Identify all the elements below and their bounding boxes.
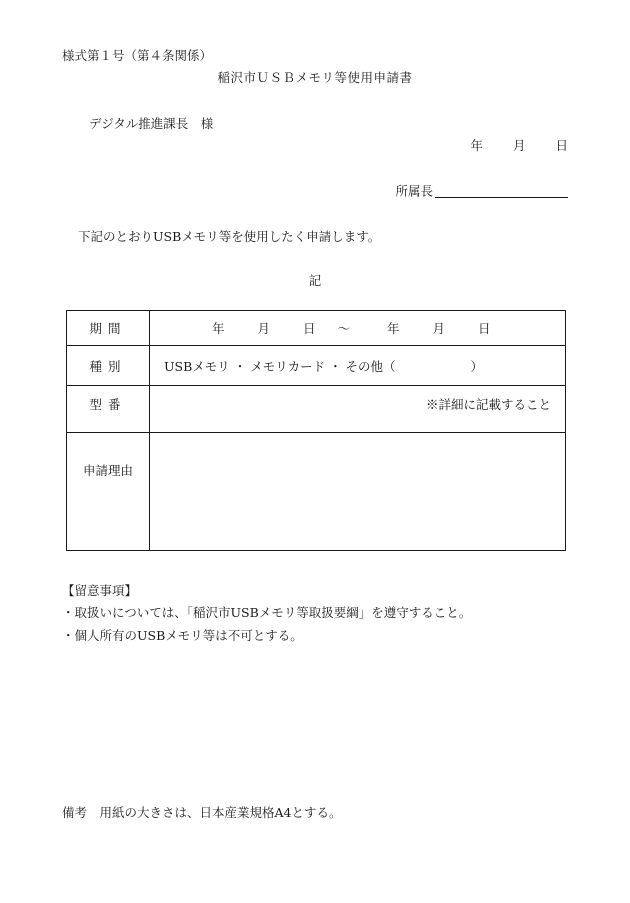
model-field[interactable] (150, 386, 566, 433)
period-tilde: ～ (337, 321, 350, 336)
period-start-month: 月 (257, 321, 270, 336)
period-label: 期間 (67, 311, 150, 346)
addressee: デジタル推進課長 様 (89, 116, 214, 131)
manager-label: 所属長 (395, 183, 433, 199)
remark: 備考 用紙の大きさは、日本産業規格A4とする。 (62, 805, 342, 820)
manager-signature-line (395, 185, 568, 198)
period-field[interactable] (150, 311, 566, 346)
period-start-day: 日 (302, 321, 316, 336)
period-end-year: 年 (386, 321, 400, 336)
reason-row (67, 433, 566, 551)
period-end-day: 日 (477, 321, 491, 336)
model-row (67, 386, 566, 433)
manager-signature-field[interactable] (435, 185, 568, 198)
application-table (66, 310, 566, 551)
date-day: 日 (555, 138, 568, 153)
reason-label: 申請理由 (67, 433, 150, 551)
period-start-year: 年 (211, 321, 225, 336)
date-line (470, 140, 568, 153)
note-item: ・個人所有のUSBメモリ等は不可とする。 (62, 628, 303, 643)
type-label: 種別 (67, 346, 150, 386)
model-note: ※詳細に記載すること (425, 397, 551, 412)
note-item: ・取扱いについては、「稲沢市USBメモリ等取扱要綱」を遵守すること。 (62, 605, 472, 620)
reason-field[interactable] (150, 433, 566, 551)
model-label: 型番 (67, 386, 150, 433)
document-title: 稲沢市ＵＳＢメモリ等使用申請書 (217, 70, 413, 85)
type-row (67, 346, 566, 386)
date-year: 年 (470, 138, 483, 153)
form-number: 様式第１号（第４条関係） (62, 48, 213, 63)
intro-text: 下記のとおりUSBメモリ等を使用したく申請します。 (78, 229, 381, 244)
date-month: 月 (512, 138, 526, 153)
ki-heading: 記 (308, 273, 322, 288)
notes-heading: 【留意事項】 (62, 583, 138, 598)
period-end-month: 月 (432, 321, 445, 336)
period-row (67, 311, 566, 346)
type-field[interactable]: USBメモリ ・ メモリカード ・ その他（ ） (150, 346, 566, 386)
